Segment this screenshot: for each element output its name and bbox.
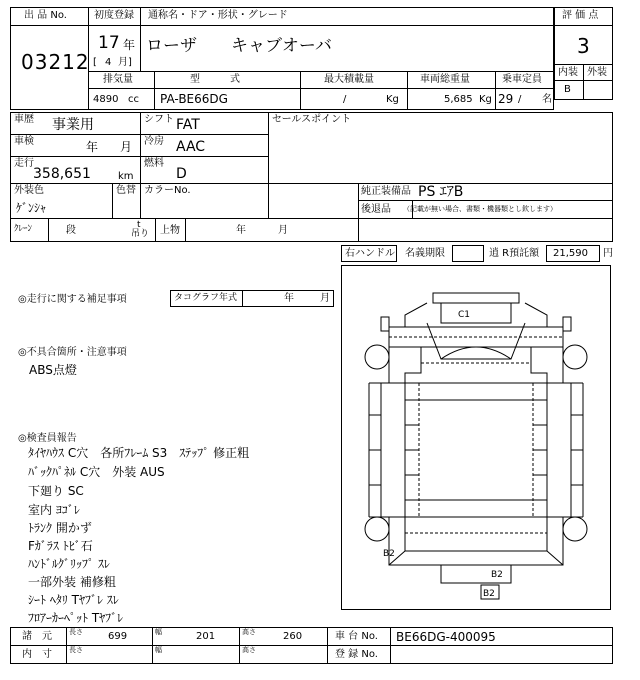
width-label: 幅	[155, 628, 162, 636]
reg-label: 登 録 No.	[335, 649, 378, 660]
recycle-label: 逍 R預託額	[489, 248, 540, 259]
aftermarket-label: 後退品	[361, 204, 391, 215]
recycle-unit: 円	[603, 248, 613, 259]
capacity-slash: /	[518, 94, 522, 105]
inspection-label: 車検	[14, 136, 34, 147]
color-change-label: 色替	[116, 185, 136, 196]
damage-mark: B2	[491, 570, 503, 580]
info-frame	[10, 112, 613, 242]
fuel-value: D	[176, 166, 187, 182]
width-value: 201	[196, 631, 216, 642]
length2-label: 長さ	[69, 646, 83, 654]
length-value: 699	[108, 631, 128, 642]
mileage-unit: km	[118, 171, 134, 182]
reg-month-unit: 月]	[118, 57, 132, 68]
inspector-line: 下廻り SC	[28, 484, 84, 498]
gross-weight-value: 5,685	[444, 94, 473, 105]
crane-label: ｸﾚｰﾝ	[14, 224, 33, 234]
damage-mark: B2	[383, 549, 395, 559]
name-change-label: 名義期限	[405, 248, 445, 259]
damage-mark: B2	[483, 589, 495, 599]
displacement-unit: cc	[128, 94, 139, 105]
type-label: 型 式	[190, 74, 240, 85]
chassis-label: 車 台 No.	[335, 631, 378, 642]
max-load-slash: /	[343, 94, 347, 105]
dims-label: 諸 元	[22, 631, 52, 642]
grade-value: 3	[577, 34, 590, 58]
gross-weight-label: 車両総重量	[420, 74, 470, 85]
crane-t: t	[137, 220, 141, 230]
shift-label: シフト	[144, 114, 174, 125]
defects-label: ◎不具合箇所・注意事項	[18, 347, 127, 358]
chassis-value: BE66DG-400095	[396, 630, 496, 644]
exterior-label: 外装	[587, 67, 607, 78]
mileage-label: 走行	[14, 158, 34, 169]
tachograph-month: 月	[320, 293, 330, 304]
recycle-amount: 21,590	[553, 248, 588, 259]
model-label: 通称名・ドア・形状・グレード	[148, 10, 288, 21]
equipment-label: 純正装備品	[361, 186, 411, 197]
color-value: ｹﾞﾝｼｬ	[16, 201, 47, 215]
height-value: 260	[283, 631, 303, 642]
displacement-value: 4890	[93, 94, 119, 105]
steering-value: 右ハンドル	[345, 248, 395, 259]
shift-value: FAT	[176, 117, 200, 133]
capacity-label: 乗車定員	[502, 74, 542, 85]
interior-dims-label: 内 寸	[22, 649, 52, 660]
length-label: 長さ	[69, 628, 83, 636]
inspector-line: Fｶﾞﾗｽ ﾄﾋﾞ石	[28, 539, 93, 553]
color-no-label: カラーNo.	[144, 185, 191, 196]
inspector-line: 室内 ﾖｺﾞﾚ	[28, 503, 80, 517]
gross-weight-unit: Kg	[479, 94, 492, 105]
car-name: ローザ キャブオーバ	[146, 36, 332, 56]
upper-year: 年	[236, 225, 246, 236]
aircon-value: AAC	[176, 139, 206, 155]
inspection-month: 月	[120, 140, 133, 154]
height-label: 高さ	[242, 628, 256, 636]
capacity-value: 29	[498, 92, 514, 106]
upper-label: 上物	[160, 225, 180, 236]
interior-grade: B	[564, 84, 571, 95]
max-load-label: 最大積載量	[324, 74, 374, 85]
grade-label: 評 価 点	[562, 10, 599, 21]
crane-steps: 段	[66, 225, 76, 236]
inspector-line: ﾌﾛｱｰｶｰﾍﾟｯﾄ Tﾔﾌﾞﾚ	[28, 611, 124, 625]
height2-label: 高さ	[242, 646, 256, 654]
inspection-year: 年	[86, 140, 99, 154]
type-value: PA-BE66DG	[160, 92, 228, 106]
equipment-value: PS ｴｱB	[418, 184, 464, 200]
defect-line: ABS点燈	[29, 363, 77, 377]
displacement-label: 排気量	[103, 74, 133, 85]
reg-year: 17	[98, 33, 120, 53]
color-label: 外装色	[14, 185, 44, 196]
reg-month: 4	[105, 57, 112, 68]
first-reg-label: 初度登録	[94, 10, 134, 21]
inspector-line: ｼｰﾄ ﾍﾀﾘ Tﾔﾌﾞﾚ ｽﾚ	[28, 593, 119, 607]
reg-month-open: [	[93, 57, 97, 68]
tachograph-label: タコグラフ年式	[174, 293, 238, 303]
damage-mark: C1	[458, 310, 471, 320]
aftermarket-note: （記載が無い場合、書類・機器類とし欽します）	[403, 205, 557, 213]
vehicle-diagram	[341, 265, 611, 610]
inspector-line: ﾊﾞｯｸﾊﾟﾈﾙ C穴 外装 AUS	[28, 465, 165, 479]
aircon-label: 冷房	[144, 136, 164, 147]
lot-no-label: 出 品 No.	[24, 10, 67, 21]
reg-year-unit: 年	[123, 38, 136, 52]
inspector-label: ◎検査員報告	[18, 433, 77, 444]
mileage-value: 358,651	[33, 166, 91, 182]
upper-month: 月	[278, 225, 288, 236]
tachograph-year: 年	[284, 293, 294, 304]
inspector-line: ﾄﾗﾝｸ 開かず	[28, 521, 92, 535]
inspector-line: 一部外装 補修粗	[28, 575, 116, 589]
lot-no: 03212	[21, 50, 90, 74]
inspector-line: ﾀｲﾔﾊｳｽ C穴 各所ﾌﾚｰﾑ S3 ｽﾃｯﾌﾟ 修正粗	[28, 446, 250, 460]
inspector-line: ﾊﾝﾄﾞﾙｸﾞﾘｯﾌﾟ ｽﾚ	[28, 557, 110, 571]
sales-point-label: セールスポイント	[272, 114, 352, 125]
history-value: 事業用	[52, 117, 94, 133]
interior-label: 内装	[558, 67, 578, 78]
supplement-label: ◎走行に関する補足事項	[18, 294, 127, 305]
width2-label: 幅	[155, 646, 162, 654]
name-change-box	[452, 245, 484, 262]
capacity-unit: 名	[542, 94, 552, 105]
max-load-unit: Kg	[386, 94, 399, 105]
fuel-label: 燃料	[144, 158, 164, 169]
history-label: 車歴	[14, 114, 34, 125]
crane-hanging: 吊り	[131, 229, 150, 239]
